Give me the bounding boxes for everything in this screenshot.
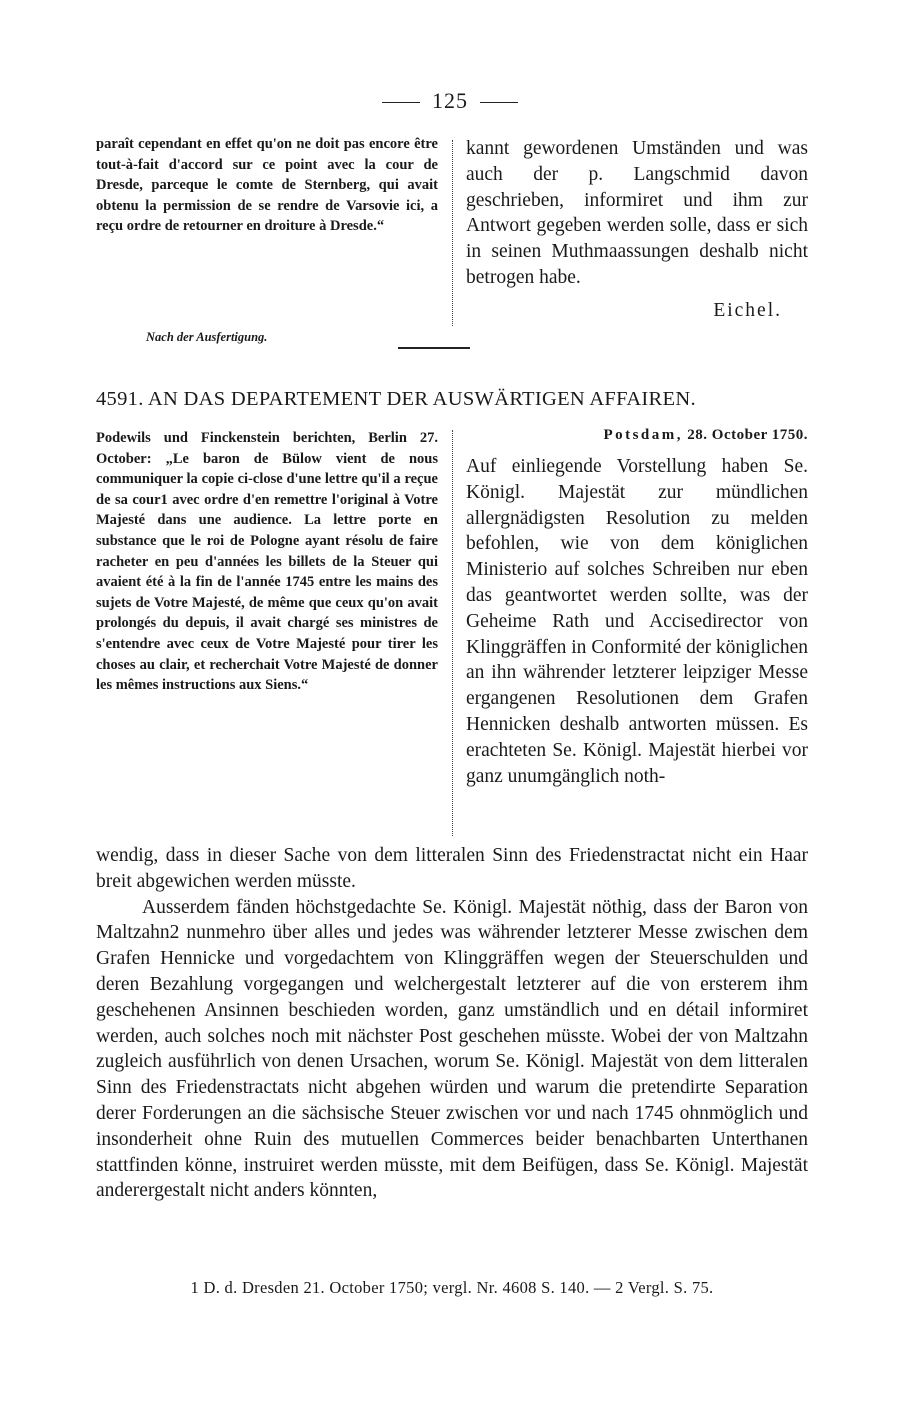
- dateline-date: 28. October 1750.: [687, 427, 808, 443]
- top-left-text: paraît cependant en effet qu'on ne doit pas encore être tout-à-fait d'accord sur ce point avec la cour de Dresde, parceque le comte de Sternberg, qui avait obtenu la permission de se rendre de Varsovie ici, a reçu ordre de retourner en droiture à Dresde.“: [96, 136, 438, 235]
- report-column: [96, 428, 438, 696]
- letter-paragraph-2: Ausserdem fänden höchstgedachte Se. Königl. Majestät nöthig, dass der Baron von Maltzahn2 nunmehro über alles und jedes was währender letzterer Messe zwischen dem Grafen Hennicke und vorgedachtem von Klinggräffen wegen der Steuerschulden und deren Bezahlung vorgegangen und welchergestalt letzterer auf die von ersterem ihm geschehenen Ansinnen beschieden worden, ganz umständlich und en détail informiret werden, auch solches noch mit nächster Post geschehen müsste. Wobei der von Maltzahn zugleich ausführlich von denen Ursachen, worum Se. Königl. Majestät von dem litteralen Sinn des Friedenstractats nicht abgehen würden und warum die pretendirte Separation derer Forderungen an die sächsische Steuer zwischen vor und nach 1745 ohnmöglich und insonderheit ohne Ruin des mutuellen Commerces beider benachbarten Unterthanen stattfinden könne, instruiret werden müsste, mit dem Beifügen, dass Se. Königl. Majestät anderergestalt nicht anders könnten,: [96, 896, 808, 1202]
- letter-right-column: [466, 454, 808, 789]
- page-number: [0, 88, 900, 114]
- dash-right: [480, 102, 518, 103]
- dash-left: [382, 102, 420, 103]
- top-left-column: [96, 134, 438, 237]
- dateline-place: Potsdam,: [603, 427, 684, 443]
- top-right-text: kannt gewordenen Umständen und was auch der p. Langschmid davon geschrieben, informiret und ihm zur Antwort gegeben werden solle, dass er sich in seinen Muthmaassungen deshalb nicht betrogen habe.: [466, 138, 808, 288]
- section-rule: [398, 347, 470, 349]
- page-number-text: 125: [432, 88, 468, 113]
- dateline: [466, 427, 808, 444]
- letter-right-text: Auf einliegende Vorstellung haben Se. Königl. Majestät zur mündlichen allergnädigsten Resolution zu melden befohlen, wie von dem königlichen Ministerio auf solches Schreiben nur eben das geantwortet werden sollte, was der Geheime Rath und Accisedirector von Klinggräffen in Conformité der königlichen an ihn währender letzterer leipziger Messe ergangenen Resolutionen dem Grafen Hennicken deshalb antworten müssen. Es erachteten Se. Königl. Majestät hierbei vor ganz unumgänglich noth-: [466, 456, 808, 787]
- letter-body-full: [96, 843, 808, 1204]
- signature: Eichel.: [713, 300, 782, 321]
- report-text: Podewils und Finckenstein berichten, Berlin 27. October: „Le baron de Bülow vient de nous communiquer la copie ci-close d'une lettre qu'il a reçue de sa cour1 avec ordre d'en remettre l'original à Votre Majesté dans une audience. La lettre porte en substance que le roi de Pologne ayant résolu de faire racheter en peu d'années les billets de la Steuer qui avaient été à la fin de l'année 1745 entre les mains des sujets de Votre Majesté, de même que ceux qu'on avait prolongés du depuis, il avait chargé ses ministres de s'entendre avec ceux de Votre Majesté pour tirer les choses au clair, et recherchait Votre Majesté de donner les mêmes instructions aux Siens.“: [96, 430, 438, 694]
- top-right-column: [466, 136, 808, 291]
- column-divider-top: [452, 140, 453, 326]
- footnotes: 1 D. d. Dresden 21. October 1750; vergl. Nr. 4608 S. 140. — 2 Vergl. S. 75.: [190, 1278, 714, 1297]
- source-note: Nach der Ausfertigung.: [146, 330, 268, 344]
- letter-continuation: wendig, dass in dieser Sache von dem litteralen Sinn des Friedenstractat nicht ein Haar breit abgewichen werden müsste.: [96, 845, 808, 892]
- letter-heading: 4591. AN DAS DEPARTEMENT DER AUSWÄRTIGEN AFFAIREN.: [96, 388, 696, 410]
- column-divider-letter: [452, 430, 453, 836]
